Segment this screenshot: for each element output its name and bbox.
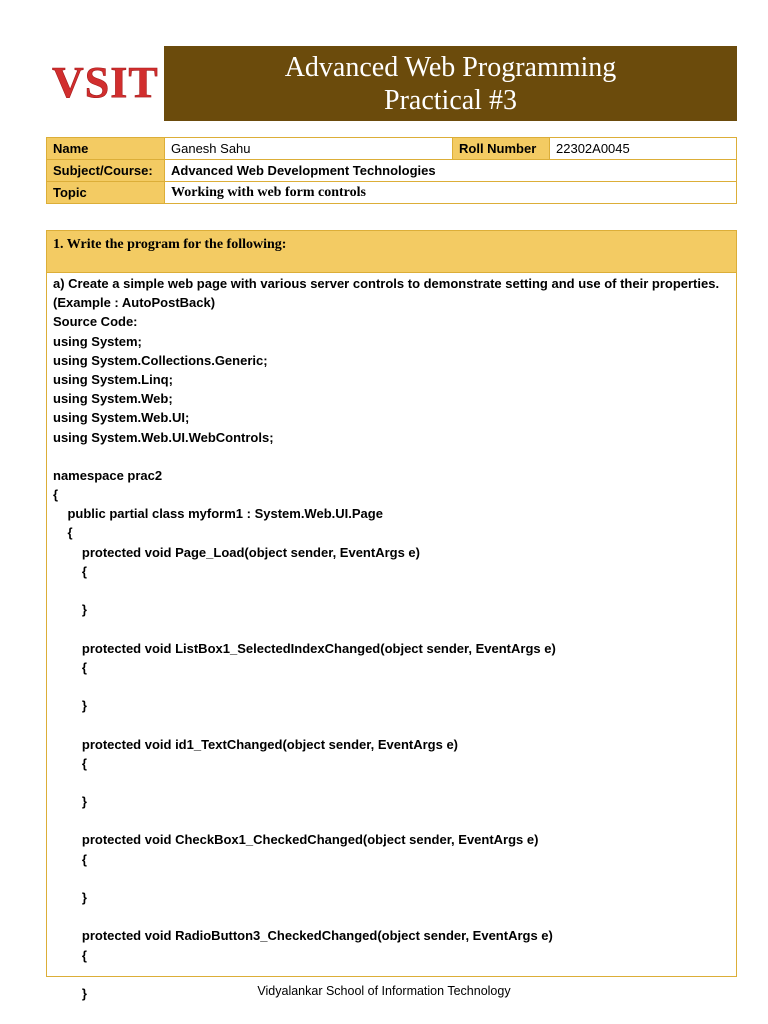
answer-line: { <box>53 487 59 503</box>
answer-line: (Example : AutoPostBack) <box>53 295 216 311</box>
answer-line: using System.Web.UI; <box>53 410 190 426</box>
answer-line <box>53 811 730 830</box>
answer-line: { <box>53 851 87 867</box>
title-banner <box>164 46 737 121</box>
answer-line: protected void id1_TextChanged(object sender, EventArgs e) <box>53 736 459 752</box>
answer-line <box>53 907 730 926</box>
answer-line: { <box>53 755 87 771</box>
answer-line: namespace prac2 <box>53 467 163 483</box>
answer-line: } <box>53 794 87 810</box>
table-row <box>47 160 737 182</box>
topic-label: Topic <box>47 182 165 204</box>
subject-label: Subject/Course: <box>47 160 165 182</box>
subject-value: Advanced Web Development Technologies <box>165 160 737 182</box>
answer-line: using System.Web; <box>53 391 173 407</box>
answer-line: { <box>53 659 87 675</box>
answer-line <box>53 619 730 638</box>
answer-line: protected void Page_Load(object sender, EventArgs e) <box>53 544 420 560</box>
answer-line <box>53 581 730 600</box>
answer-line: protected void RadioButton3_CheckedChanged(object sender, EventArgs e) <box>53 928 553 944</box>
answer-line <box>53 715 730 734</box>
answer-line <box>53 869 730 888</box>
answer-line: using System.Linq; <box>53 371 173 387</box>
answer-line: using System.Web.UI.WebControls; <box>53 429 274 445</box>
answer-line: } <box>53 602 87 618</box>
roll-number-value: 22302A0045 <box>550 138 737 160</box>
answer-line: a) Create a simple web page with various server controls to demonstrate setting and use of their properties. <box>53 276 720 291</box>
roll-number-label: Roll Number <box>453 138 550 160</box>
title-line-1: Advanced Web Programming <box>284 51 617 83</box>
answer-line: using System.Collections.Generic; <box>53 352 268 368</box>
answer-line <box>53 447 730 466</box>
answer-line <box>53 965 730 984</box>
question-heading: 1. Write the program for the following: <box>46 230 737 273</box>
name-value: Ganesh Sahu <box>165 138 453 160</box>
answer-line: protected void ListBox1_SelectedIndexChanged(object sender, EventArgs e) <box>53 640 556 656</box>
answer-line <box>53 677 730 696</box>
table-row <box>47 182 737 204</box>
topic-value: Working with web form controls <box>165 182 737 204</box>
name-label: Name <box>47 138 165 160</box>
answer-line: } <box>53 985 87 1001</box>
answer-line: protected void CheckBox1_CheckedChanged(object sender, EventArgs e) <box>53 832 539 848</box>
answer-line: { <box>53 525 73 541</box>
answer-line: { <box>53 947 87 963</box>
table-row <box>47 138 737 160</box>
title-line-2: Practical #3 <box>384 84 517 116</box>
answer-line: { <box>53 563 87 579</box>
answer-line: using System; <box>53 333 142 349</box>
page-footer: Vidyalankar School of Information Technology <box>257 984 511 998</box>
answer-line <box>53 773 730 792</box>
answer-line: } <box>53 890 87 905</box>
answer-line: } <box>53 698 87 714</box>
answer-line: public partial class myform1 : System.Web.UI.Page <box>53 506 383 522</box>
answer-line: Source Code: <box>53 314 138 330</box>
vsit-logo: VSIT <box>52 58 159 107</box>
student-info-table <box>46 137 737 204</box>
